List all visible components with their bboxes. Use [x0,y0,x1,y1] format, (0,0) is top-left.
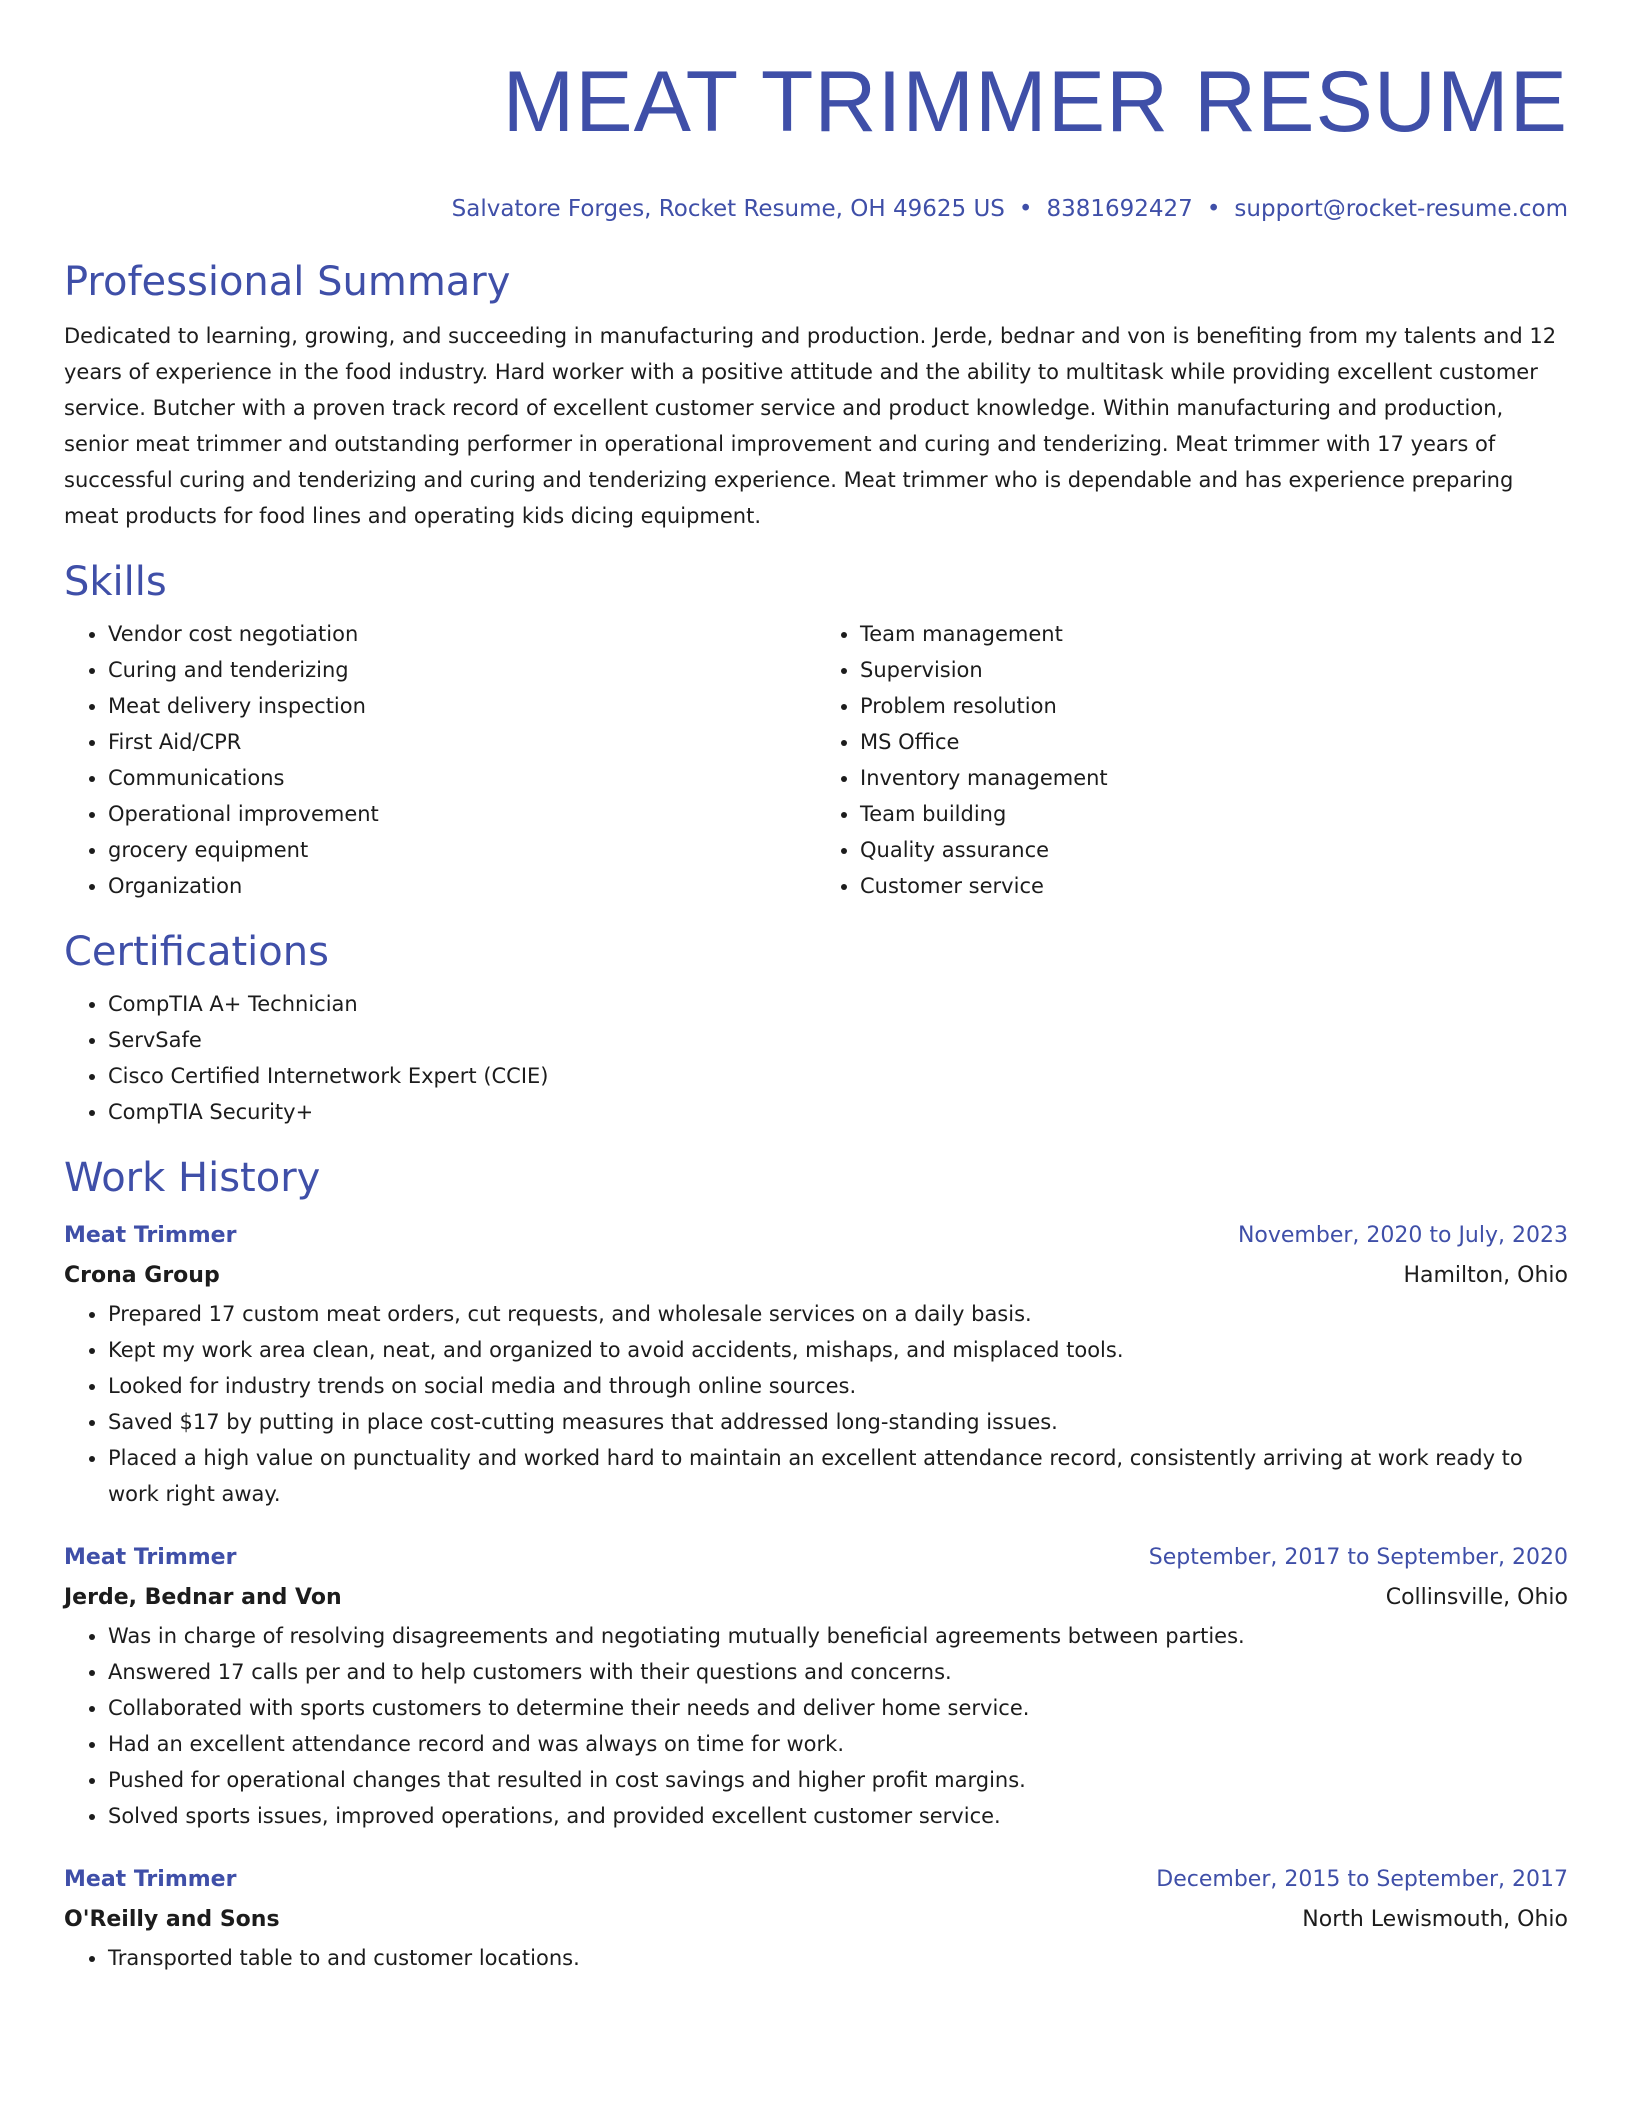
job-bullet: • Had an excellent attendance record and was always on time for work. [108,1726,1568,1762]
contact-email[interactable]: support@rocket-resume.com [1234,196,1568,222]
skill-item: • MS Office [860,724,1568,760]
job-bullets [64,1296,1568,1512]
summary-heading: Professional Summary [64,259,511,305]
job-bullet: • Saved $17 by putting in place cost-cutting measures that addressed long-standing issues. [108,1404,1568,1440]
job-bullets [64,1940,1568,1976]
job-bullets [64,1618,1568,1834]
job-header [64,1860,1568,1900]
job-bullet: • Was in charge of resolving disagreements and negotiating mutually beneficial agreements between parties. [108,1618,1568,1654]
skills-list-right [816,616,1568,904]
certifications-section [64,926,1568,1130]
contact-phone[interactable]: 8381692427 [1046,196,1193,222]
skills-section [64,556,1568,904]
contact-line [64,194,1568,224]
certification-item: • ServSafe [108,1022,1568,1058]
job-bullet: • Prepared 17 custom meat orders, cut requests, and wholesale services on a daily basis. [108,1296,1568,1332]
resume-title: MEAT TRIMMER RESUME [502,54,1568,150]
job-entry [64,1860,1568,1976]
contact-address: Salvatore Forges, Rocket Resume, OH 49625 US [451,196,1005,222]
job-bullet: • Solved sports issues, improved operations, and provided excellent customer service. [108,1798,1568,1834]
job-dates: December, 2015 to September, 2017 [1156,1867,1568,1892]
certification-item: • CompTIA A+ Technician [108,986,1568,1022]
job-bullet: • Answered 17 calls per and to help customers with their questions and concerns. [108,1654,1568,1690]
skill-item: • Quality assurance [860,832,1568,868]
work-history-section [64,1152,1568,1976]
job-company: O'Reilly and Sons [64,1907,280,1932]
job-subheader [64,1900,1568,1940]
skill-item: • First Aid/CPR [108,724,816,760]
job-company: Jerde, Bednar and Von [64,1585,342,1610]
summary-section [64,256,1568,534]
job-entry [64,1538,1568,1834]
job-title: Meat Trimmer [64,1223,237,1248]
job-bullet: • Looked for industry trends on social media and through online sources. [108,1368,1568,1404]
job-bullet: • Placed a high value on punctuality and worked hard to maintain an excellent attendance record, consistently arriving at work ready to work right away. [108,1440,1568,1512]
job-company: Crona Group [64,1263,220,1288]
job-bullet: • Transported table to and customer locations. [108,1940,1568,1976]
job-bullet: • Collaborated with sports customers to determine their needs and deliver home service. [108,1690,1568,1726]
skill-item: • grocery equipment [108,832,816,868]
contact-separator: • [1206,196,1221,222]
job-location: Hamilton, Ohio [1403,1263,1568,1288]
skills-heading: Skills [64,559,167,605]
skill-item: • Meat delivery inspection [108,688,816,724]
skill-item: • Communications [108,760,816,796]
contact-separator: • [1018,196,1033,222]
job-entry [64,1216,1568,1512]
job-subheader [64,1578,1568,1618]
job-header [64,1216,1568,1256]
job-dates: November, 2020 to July, 2023 [1237,1223,1568,1248]
job-location: North Lewismouth, Ohio [1302,1907,1568,1932]
job-bullet: • Kept my work area clean, neat, and organized to avoid accidents, mishaps, and misplaced tools. [108,1332,1568,1368]
job-subheader [64,1256,1568,1296]
job-header [64,1538,1568,1578]
job-dates: September, 2017 to September, 2020 [1148,1545,1568,1570]
job-bullet: • Pushed for operational changes that resulted in cost savings and higher profit margins. [108,1762,1568,1798]
work-history-heading: Work History [64,1155,321,1201]
certification-item: • CompTIA Security+ [108,1094,1568,1130]
certifications-list [64,986,1568,1130]
job-location: Collinsville, Ohio [1385,1585,1568,1610]
skill-item: • Problem resolution [860,688,1568,724]
skill-item: • Inventory management [860,760,1568,796]
job-title: Meat Trimmer [64,1545,237,1570]
skill-item: • Organization [108,868,816,904]
skills-list-left [64,616,816,904]
skill-item: • Customer service [860,868,1568,904]
summary-text: Dedicated to learning, growing, and succeeding in manufacturing and production. Jerde, bednar and von is benefiting from my talents and 12 years of experience in the food industry. Hard worker with a positive attitude and the ability to multitask while providing excellent customer service. Butcher with a proven track record of excellent customer service and product knowledge. Within manufacturing and production, senior meat trimmer and outstanding performer in operational improvement and curing and tenderizing. Meat trimmer with 17 years of successful curing and tenderizing and curing and tenderizing experience. Meat trimmer who is dependable and has experience preparing meat products for food lines and operating kids dicing equipment. [64,324,1557,528]
skills-grid [64,616,1568,904]
skill-item: • Supervision [860,652,1568,688]
skill-item: • Vendor cost negotiation [108,616,816,652]
skill-item: • Team building [860,796,1568,832]
certifications-heading: Certifications [64,929,329,975]
skill-item: • Team management [860,616,1568,652]
skill-item: • Curing and tenderizing [108,652,816,688]
skill-item: • Operational improvement [108,796,816,832]
job-title: Meat Trimmer [64,1867,237,1892]
certification-item: • Cisco Certified Internetwork Expert (CCIE) [108,1058,1568,1094]
